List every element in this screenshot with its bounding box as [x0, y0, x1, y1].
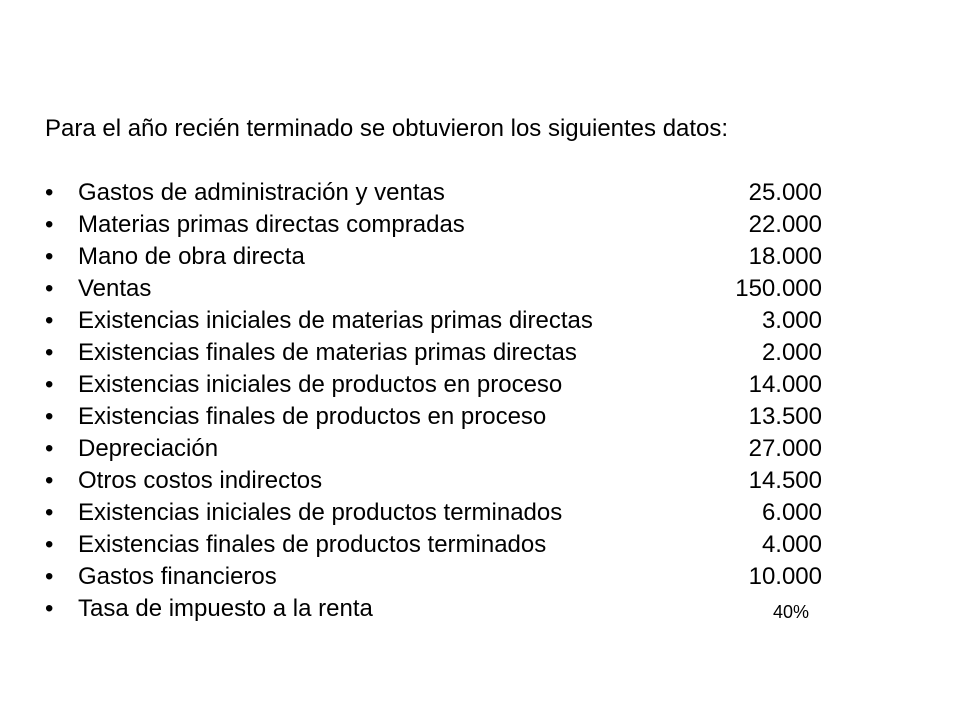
item-value: 25.000	[748, 179, 822, 206]
bullet: •	[45, 339, 54, 366]
data-list	[45, 177, 825, 625]
list-item	[45, 529, 825, 561]
item-label: Existencias iniciales de productos terminados	[78, 499, 563, 526]
item-value: 10.000	[748, 563, 822, 590]
item-value: 40%	[772, 602, 809, 622]
bullet: •	[45, 243, 54, 270]
item-value: 14.500	[748, 467, 822, 494]
item-value: 150.000	[735, 275, 822, 302]
item-value: 4.000	[761, 531, 822, 558]
item-value: 3.000	[761, 307, 822, 334]
list-item	[45, 497, 825, 529]
item-label: Ventas	[78, 275, 152, 302]
item-label: Depreciación	[78, 435, 219, 462]
list-item	[45, 369, 825, 401]
item-value: 18.000	[748, 243, 822, 270]
bullet: •	[45, 435, 54, 462]
list-item	[45, 177, 825, 209]
list-item	[45, 433, 825, 465]
item-label: Existencias finales de materias primas directas	[78, 339, 577, 366]
item-label: Otros costos indirectos	[78, 467, 323, 494]
list-item	[45, 561, 825, 593]
bullet: •	[45, 371, 54, 398]
bullet: •	[45, 403, 54, 430]
item-value: 2.000	[761, 339, 822, 366]
item-label: Existencias iniciales de materias primas directas	[78, 307, 593, 334]
bullet: •	[45, 595, 54, 622]
list-item	[45, 305, 825, 337]
bullet: •	[45, 179, 54, 206]
bullet: •	[45, 275, 54, 302]
item-label: Gastos financieros	[78, 563, 277, 590]
item-value: 22.000	[748, 211, 822, 238]
intro-text: Para el año recién terminado se obtuvieron los siguientes datos:	[45, 115, 729, 142]
item-label: Materias primas directas compradas	[78, 211, 465, 238]
item-label: Existencias finales de productos terminados	[78, 531, 547, 558]
list-item	[45, 401, 825, 433]
item-label: Existencias finales de productos en proceso	[78, 403, 547, 430]
list-item	[45, 337, 825, 369]
item-value: 14.000	[748, 371, 822, 398]
item-label: Existencias iniciales de productos en proceso	[78, 371, 563, 398]
bullet: •	[45, 563, 54, 590]
item-value: 27.000	[748, 435, 822, 462]
bullet: •	[45, 531, 54, 558]
bullet: •	[45, 467, 54, 494]
item-label: Gastos de administración y ventas	[78, 179, 445, 206]
list-item	[45, 209, 825, 241]
item-value: 6.000	[761, 499, 822, 526]
list-item	[45, 241, 825, 273]
list-item	[45, 593, 825, 625]
bullet: •	[45, 499, 54, 526]
bullet: •	[45, 211, 54, 238]
list-item	[45, 273, 825, 305]
item-value: 13.500	[748, 403, 822, 430]
list-item	[45, 465, 825, 497]
bullet: •	[45, 307, 54, 334]
item-label: Mano de obra directa	[78, 243, 305, 270]
item-label: Tasa de impuesto a la renta	[78, 595, 373, 622]
